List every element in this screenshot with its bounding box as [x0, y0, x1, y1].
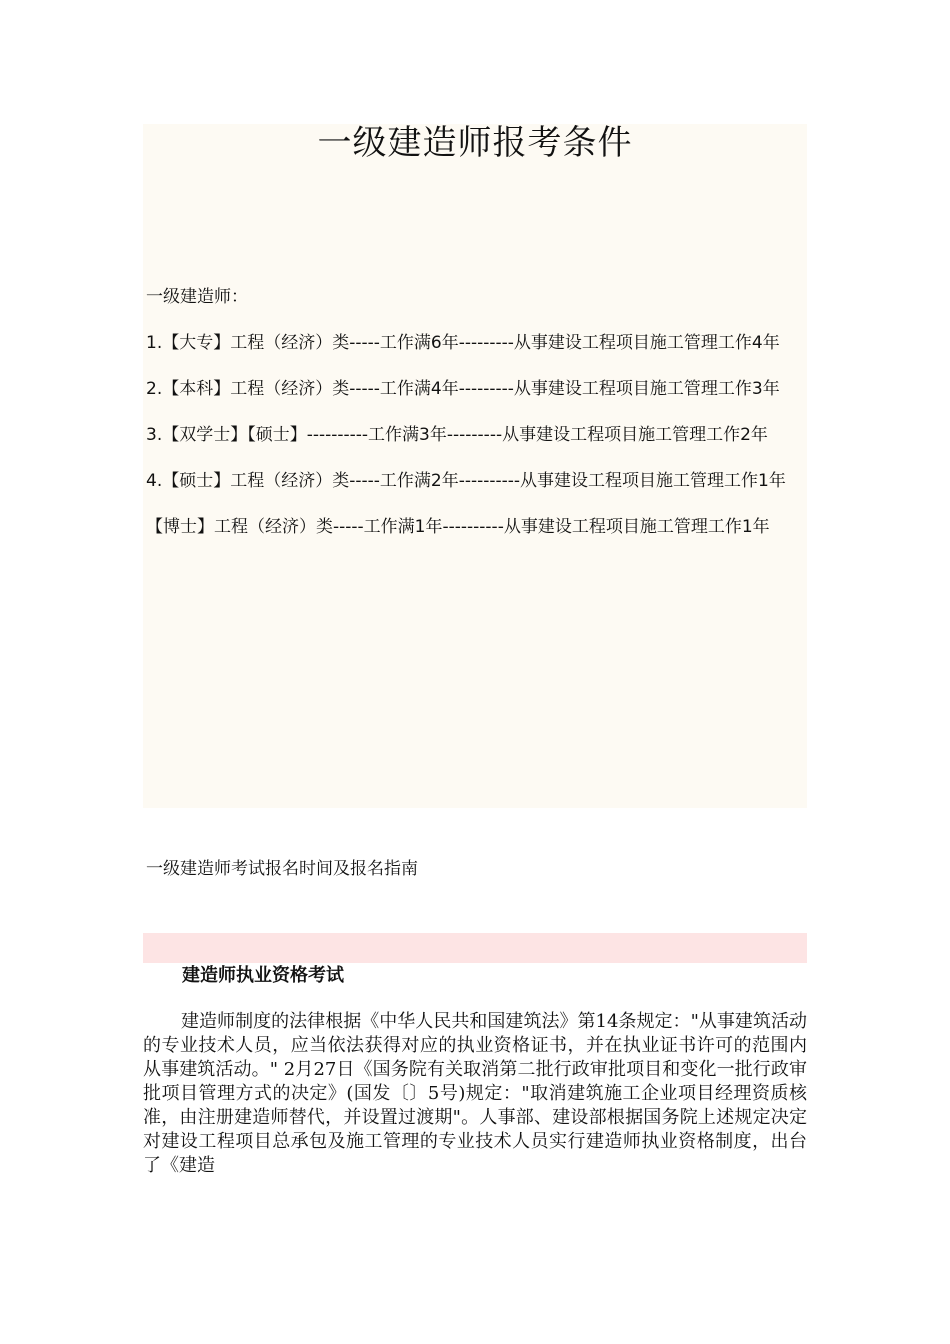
requirement-item: 3.【双学士】【硕士】----------工作满3年---------从事建设工程项目施工管理工作2年: [146, 425, 768, 445]
requirement-item: 1.【大专】工程（经济）类-----工作满6年---------从事建设工程项目施工管理工作4年: [146, 333, 780, 353]
section-banner: [143, 933, 807, 963]
requirement-item: 4.【硕士】工程（经济）类-----工作满2年----------从事建设工程项目施工管理工作1年: [146, 471, 786, 491]
body-paragraph: 建造师制度的法律根据《中华人民共和国建筑法》第14条规定："从事建筑活动的专业技术人员，应当依法获得对应的执业资格证书，并在执业证书许可的范围内从事建筑活动。" 2月27日《国务院有关取消第二批行政审批项目和变化一批行政审批项目管理方式的决定》(国发〔〕5号)规定："取消建筑施工企业项目经理资质核准，由注册建造师替代，并设置过渡期"。人事部、建设部根据国务院上述规定决定对建设工程项目总承包及施工管理的专业技术人员实行建造师执业资格制度，出台了《建造: [143, 1011, 807, 1176]
requirement-item: 2.【本科】工程（经济）类-----工作满4年---------从事建设工程项目施工管理工作3年: [146, 379, 780, 399]
requirements-heading: 一级建造师：: [146, 287, 248, 307]
requirements-list: [146, 320, 806, 550]
page-title: 一级建造师报考条件: [317, 123, 633, 163]
requirement-item: 【博士】工程（经济）类-----工作满1年----------从事建设工程项目施工管理工作1年: [146, 517, 770, 537]
guide-heading: 一级建造师考试报名时间及报名指南: [146, 859, 418, 879]
section-title: 建造师执业资格考试: [182, 965, 344, 986]
